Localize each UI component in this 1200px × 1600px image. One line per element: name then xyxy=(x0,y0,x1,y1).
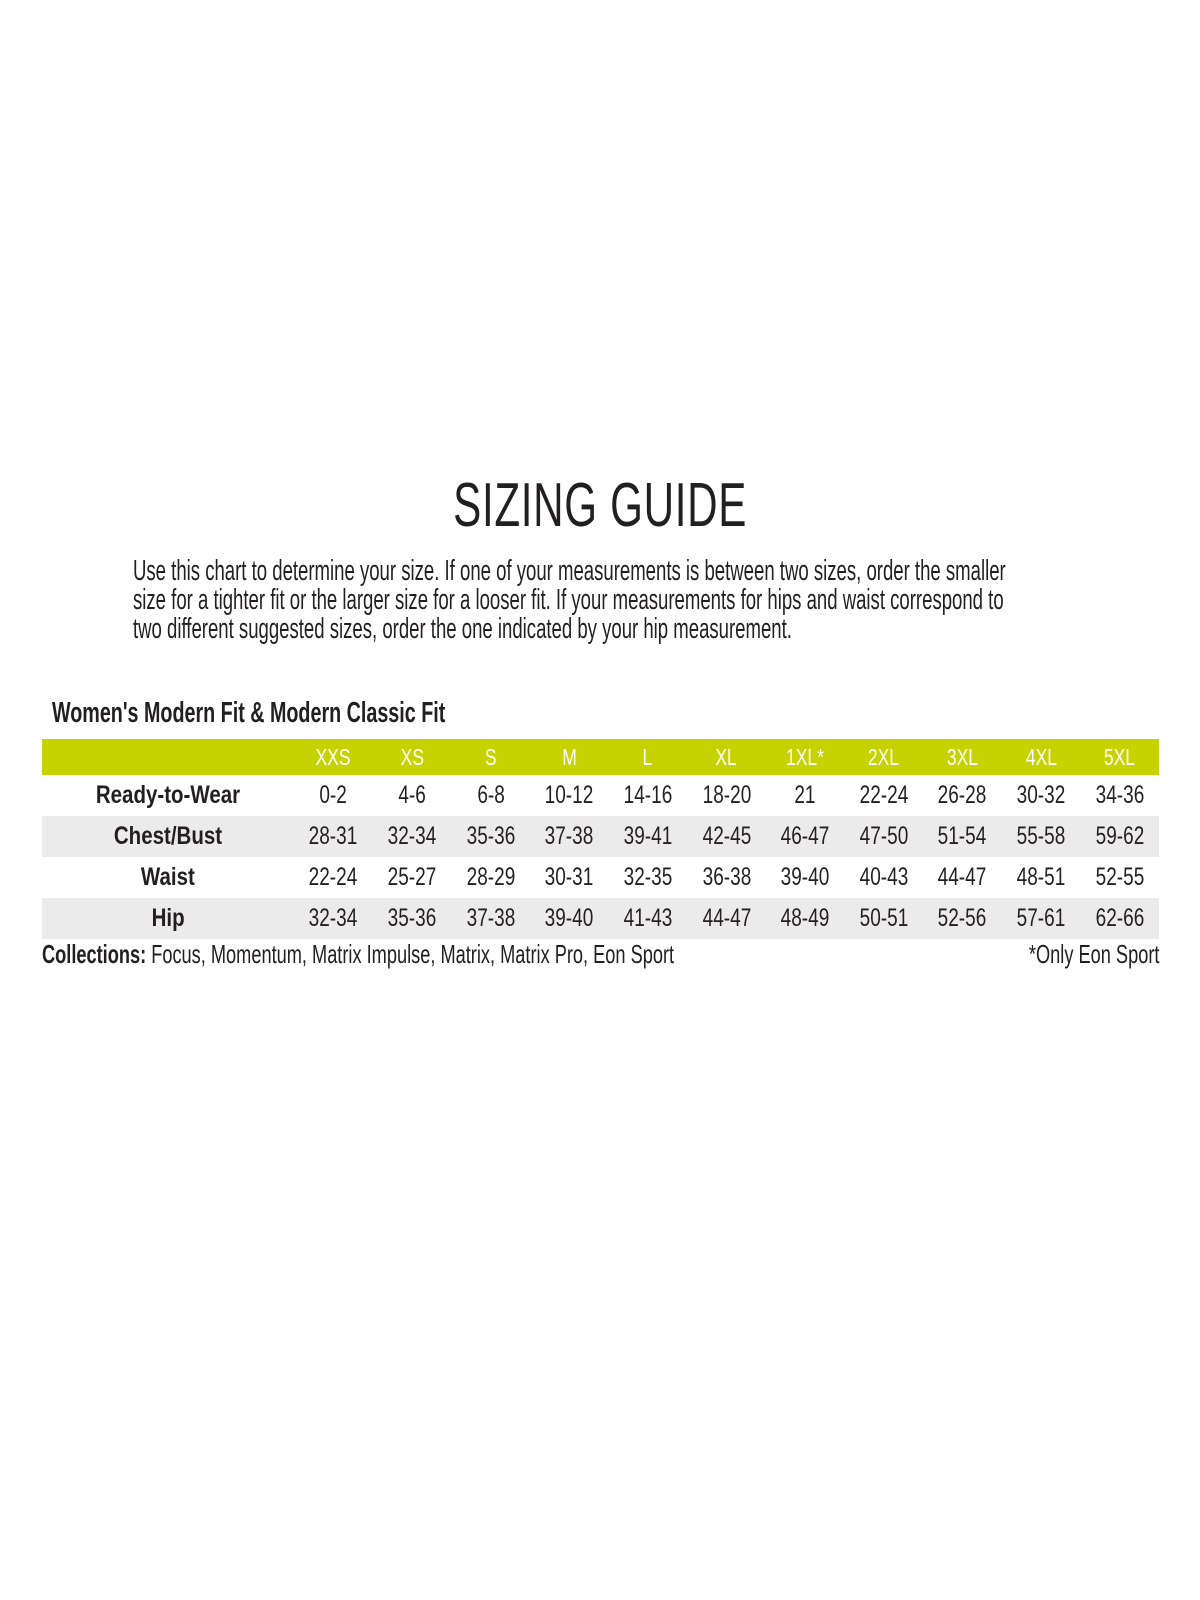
table-row xyxy=(42,775,1159,816)
intro-paragraph xyxy=(133,557,1200,644)
size-value-cell: 52-56 xyxy=(938,904,987,932)
size-value-cell: 40-43 xyxy=(859,863,909,891)
size-value-cell: 48-49 xyxy=(780,904,830,932)
row-label: Chest/Bust xyxy=(113,822,223,850)
size-value-cell: 36-38 xyxy=(702,863,751,891)
column-header-label: 1XL* xyxy=(786,743,825,770)
table-row xyxy=(42,898,1159,939)
column-header-label: S xyxy=(484,743,497,770)
page-title xyxy=(0,471,1200,540)
size-value-cell: 25-27 xyxy=(387,863,437,891)
section-heading: Women's Modern Fit & Modern Classic Fit xyxy=(52,697,446,729)
intro-line: size for a tighter fit or the larger size for a looser fit. If your measurements for hips and waist correspond to xyxy=(133,584,1004,616)
row-label: Hip xyxy=(151,904,185,932)
size-value-cell: 35-36 xyxy=(466,822,515,850)
size-value-cell: 14-16 xyxy=(623,781,673,809)
size-value-cell: 39-40 xyxy=(780,863,830,891)
intro-line: Use this chart to determine your size. If one of your measurements is between two sizes, order the smaller xyxy=(133,555,1006,587)
size-value-cell: 34-36 xyxy=(1095,781,1145,809)
size-value-cell: 42-45 xyxy=(702,822,751,850)
size-value-cell: 28-31 xyxy=(309,822,358,850)
intro-line: two different suggested sizes, order the one indicated by your hip measurement. xyxy=(133,613,792,645)
size-table-body xyxy=(42,775,1159,939)
size-value-cell: 35-36 xyxy=(387,904,437,932)
row-label: Ready-to-Wear xyxy=(95,781,241,809)
column-header-label: XL xyxy=(715,743,738,770)
column-header xyxy=(687,743,766,770)
column-header xyxy=(1080,743,1159,770)
size-value-cell: 21 xyxy=(794,781,816,809)
column-header xyxy=(373,743,452,770)
size-value-cell: 57-61 xyxy=(1016,904,1066,932)
size-value-cell: 32-35 xyxy=(623,863,673,891)
size-table-header-row xyxy=(42,739,1159,775)
size-value-cell: 37-38 xyxy=(544,822,594,850)
size-value-cell: 46-47 xyxy=(780,822,830,850)
table-row xyxy=(42,816,1159,857)
column-header-label: XS xyxy=(400,743,424,770)
size-value-cell: 10-12 xyxy=(544,781,594,809)
table-row xyxy=(42,857,1159,898)
size-value-cell: 39-41 xyxy=(623,822,673,850)
size-value-cell: 37-38 xyxy=(466,904,515,932)
size-value-cell: 30-32 xyxy=(1016,781,1066,809)
column-header-label: 4XL xyxy=(1025,743,1057,770)
column-header xyxy=(294,743,373,770)
size-value-cell: 52-55 xyxy=(1095,863,1145,891)
size-value-cell: 18-20 xyxy=(702,781,751,809)
column-header xyxy=(1002,743,1081,770)
column-header-label: XXS xyxy=(315,743,351,770)
size-value-cell: 47-50 xyxy=(859,822,909,850)
page-title-text: SIZING GUIDE xyxy=(453,471,747,540)
column-header xyxy=(844,743,923,770)
size-value-cell: 28-29 xyxy=(466,863,515,891)
size-value-cell: 4-6 xyxy=(398,781,426,809)
column-header-label: 2XL xyxy=(868,743,900,770)
size-value-cell: 41-43 xyxy=(623,904,673,932)
column-header-label: L xyxy=(643,743,653,770)
size-value-cell: 6-8 xyxy=(476,781,505,809)
column-header xyxy=(766,743,845,770)
size-table xyxy=(42,739,1159,939)
column-header xyxy=(451,743,530,770)
footnote: *Only Eon Sport xyxy=(1028,939,1159,969)
column-header xyxy=(609,743,688,770)
size-value-cell: 62-66 xyxy=(1095,904,1145,932)
size-value-cell: 0-2 xyxy=(319,781,348,809)
size-value-cell: 22-24 xyxy=(859,781,909,809)
collections-label: Collections: xyxy=(42,939,147,969)
column-header-label: 5XL xyxy=(1104,743,1136,770)
size-value-cell: 26-28 xyxy=(938,781,987,809)
size-value-cell: 32-34 xyxy=(309,904,358,932)
column-header-label: M xyxy=(561,743,577,770)
column-header xyxy=(530,743,609,770)
size-value-cell: 39-40 xyxy=(544,904,594,932)
size-value-cell: 50-51 xyxy=(859,904,909,932)
size-value-cell: 22-24 xyxy=(309,863,358,891)
collections-footer xyxy=(42,941,1159,967)
size-value-cell: 55-58 xyxy=(1016,822,1066,850)
collections-note xyxy=(42,941,945,967)
size-value-cell: 44-47 xyxy=(938,863,987,891)
row-label: Waist xyxy=(141,863,195,891)
size-value-cell: 32-34 xyxy=(387,822,437,850)
column-header-label: 3XL xyxy=(946,743,978,770)
column-header xyxy=(923,743,1002,770)
size-value-cell: 51-54 xyxy=(938,822,987,850)
size-value-cell: 48-51 xyxy=(1016,863,1066,891)
collections-list: Focus, Momentum, Matrix Impulse, Matrix, Matrix Pro, Eon Sport xyxy=(146,939,675,969)
size-value-cell: 44-47 xyxy=(702,904,751,932)
size-value-cell: 59-62 xyxy=(1095,822,1145,850)
size-value-cell: 30-31 xyxy=(544,863,594,891)
